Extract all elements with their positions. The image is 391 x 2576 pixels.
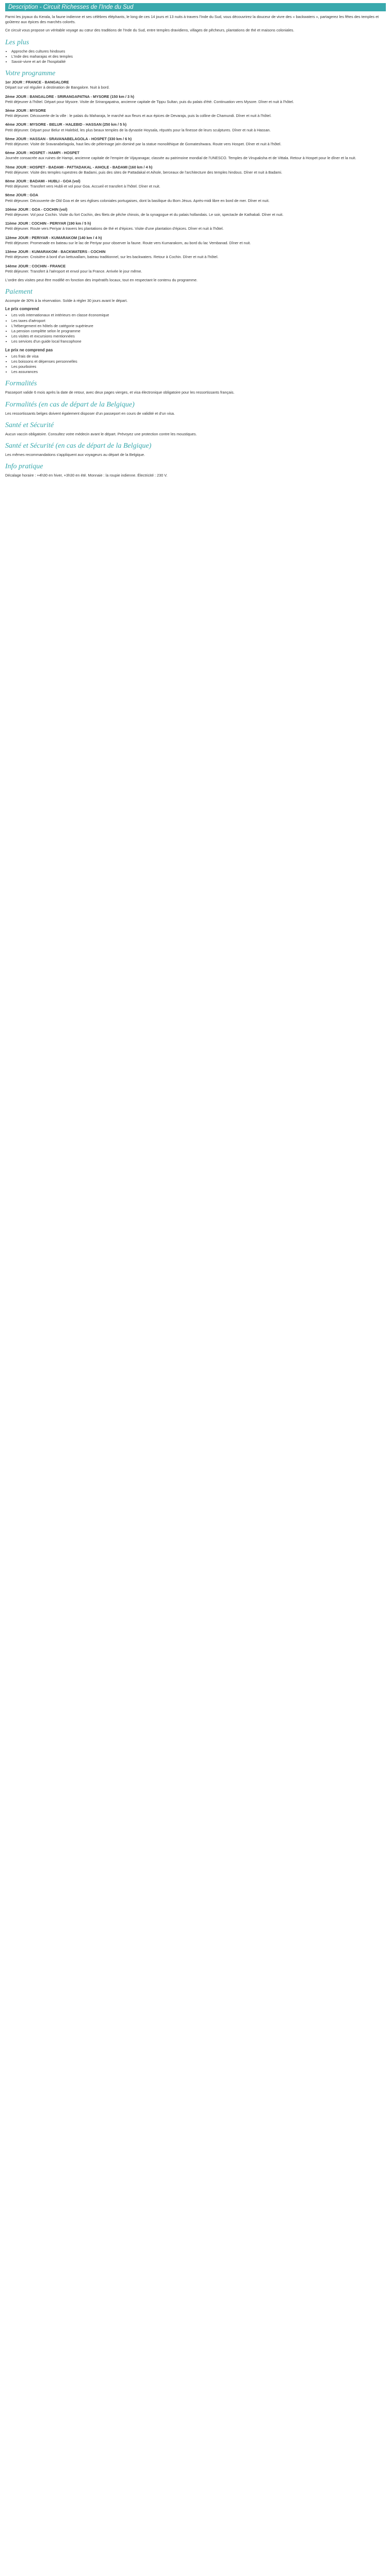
health-belgium-text: Les mêmes recommandations s'appliquent aux voyageurs au départ de la Belgique. (5, 452, 145, 457)
page (0, 0, 391, 486)
highlight-item: • Approche des cultures hindoues (11, 49, 386, 54)
program-day (5, 165, 386, 175)
program-title: Votre programme (5, 70, 56, 78)
program-day (5, 80, 386, 90)
included-list (5, 313, 386, 344)
program-day-title: 1er JOUR : FRANCE - BANGALORE (5, 80, 69, 85)
payment-text: Acompte de 30% à la réservation. Solde à régler 30 jours avant le départ. (5, 298, 128, 303)
program-day-description: Petit déjeuner. Découverte de la ville : le palais du Maharaja, le marché aux fleurs et aux épices de Devaraja, puis la colline de Chamundi. Dîner et nuit à l'hôtel. (5, 113, 272, 118)
list-item: • La pension complète selon le programme (11, 329, 386, 334)
program-day (5, 249, 386, 260)
program-day-title: 14ème JOUR : COCHIN - FRANCE (5, 263, 66, 268)
program-day-description: Petit déjeuner. Transfert vers Hubli et vol pour Goa. Accueil et transfert à l'hôtel. Dîner et nuit. (5, 184, 160, 189)
program-day-description: Journée consacrée aux ruines de Hampi, ancienne capitale de l'empire de Vijayanagar, classée au patrimoine mondial de l'UNESCO. Temples de Virupaksha et de Vittala. Retour à Hospet pour le dîner et la nuit. (5, 156, 356, 161)
info-title: Info pratique (5, 463, 43, 471)
program-day-description: Petit déjeuner. Visite de Sravanabelagola, haut lieu de pèlerinage jaïn dominé par la statue monolithique de Gomateshwara. Route vers Hospet. Dîner et nuit à l'hôtel. (5, 142, 282, 147)
program-day-description: Petit déjeuner. Vol pour Cochin. Visite du fort Cochin, des filets de pêche chinois, de la synagogue et du palais hollandais. Le soir, spectacle de Kathakali. Dîner et nuit. (5, 212, 284, 217)
list-item: • Les boissons et dépenses personnelles (11, 359, 386, 364)
program-day (5, 193, 386, 203)
program-day-title: 13ème JOUR : KUMARAKOM - BACKWATERS - COCHIN (5, 249, 106, 255)
intro-paragraph: Parmi les joyaux du Kerala, la faune indienne et ses célèbres éléphants, le long de ces 14 jours et 13 nuits à travers l'Inde du Sud, vous découvrirez la douceur de vivre des « backwaters », partagerez les fêtes des temples et goûterez aux épices des marchés colorés. (5, 14, 379, 25)
program-day-description: Petit déjeuner. Transfert à l'aéroport et envol pour la France. Arrivée le jour même. (5, 268, 142, 274)
excluded-list (5, 354, 386, 375)
formalities-title: Formalités (5, 380, 37, 388)
program-day-description: Petit déjeuner. Départ pour Belur et Halebid, les plus beaux temples de la dynastie Hoysala, réputés pour la finesse de leurs sculptures. Dîner et nuit à Hassan. (5, 127, 271, 132)
program-day (5, 207, 386, 217)
program-day-description: Petit déjeuner. Visite des temples rupestres de Badami, puis des sites de Pattadakal et Aihole, berceaux de l'architecture des temples hindous. Dîner et nuit à Badami. (5, 170, 283, 175)
program-day (5, 235, 386, 246)
program-day (5, 179, 386, 189)
highlights-list (5, 49, 386, 65)
program-day-description: Petit déjeuner. Croisière à bord d'un kettuvallam, bateau traditionnel, sur les backwaters. Retour à Cochin. Dîner et nuit à l'hôtel. (5, 255, 219, 260)
page-banner: Description - Circuit Richesses de l'Inde du Sud (5, 3, 386, 11)
program-day (5, 94, 386, 105)
formalities-belgium-text: Les ressortissants belges doivent également disposer d'un passeport en cours de validité et d'un visa. (5, 411, 175, 416)
list-item: • Les frais de visa (11, 354, 386, 359)
program-day-title: 3ème JOUR : MYSORE (5, 108, 46, 113)
excluded-title: Le prix ne comprend pas (5, 347, 53, 352)
program-day-title: 6ème JOUR : HOSPET - HAMPI - HOSPET (5, 150, 79, 156)
highlight-item: • Savoir-vivre et art de l'hospitalité (11, 59, 386, 64)
program-day-title: 2ème JOUR : BANGALORE - SRIRANGAPATNA - MYSORE (150 km / 3 h) (5, 94, 135, 99)
list-item: • Les taxes d'aéroport (11, 318, 386, 324)
payment-title: Paiement (5, 288, 32, 296)
list-item: • Les assurances (11, 369, 386, 375)
program-day-description: Petit déjeuner à l'hôtel. Départ pour Mysore. Visite de Srirangapatna, ancienne capitale de Tippu Sultan, puis du palais d'été. Continuation vers Mysore. Dîner et nuit à l'hôtel. (5, 99, 294, 104)
included-title: Le prix comprend (5, 307, 39, 312)
program-day (5, 108, 386, 118)
intro-paragraph: Ce circuit vous propose un véritable voyage au cœur des traditions de l'Inde du Sud, entre temples dravidiens, villages de pêcheurs, plantations de thé et maisons coloniales. (5, 28, 295, 33)
list-item: • L'hébergement en hôtels de catégorie supérieure (11, 324, 386, 329)
list-item: • Les services d'un guide local francophone (11, 339, 386, 344)
program-day (5, 221, 386, 231)
program-day-title: 5ème JOUR : HASSAN - SRAVANABELAGOLA - HOSPET (330 km / 6 h) (5, 136, 132, 141)
highlights-title: Les plus (5, 38, 29, 46)
program-day-title: 9ème JOUR : GOA (5, 193, 39, 198)
formalities-belgium-title: Formalités (en cas de départ de la Belgique) (5, 400, 135, 409)
health-belgium-title: Santé et Sécurité (en cas de départ de la Belgique) (5, 442, 152, 450)
program-days (5, 80, 386, 274)
info-text: Décalage horaire : +4h30 en hiver, +3h30 en été. Monnaie : la roupie indienne. Électricité : 230 V. (5, 473, 168, 478)
program-day-description: Départ sur vol régulier à destination de Bangalore. Nuit à bord. (5, 85, 110, 90)
program-day-title: 8ème JOUR : BADAMI - HUBLI - GOA (vol) (5, 179, 80, 184)
highlight-item: • L'Inde des maharajas et des temples (11, 54, 386, 59)
program-day-title: 11ème JOUR : COCHIN - PERIYAR (190 km / 5 h) (5, 221, 91, 226)
program-note: L'ordre des visites peut être modifié en fonction des impératifs locaux, tout en respectant le contenu du programme. (5, 277, 198, 282)
program-day-title: 12ème JOUR : PERIYAR - KUMARAKOM (140 km / 4 h) (5, 235, 102, 240)
program-day-description: Petit déjeuner. Route vers Periyar à travers les plantations de thé et d'épices. Visite d'une plantation d'épices. Dîner et nuit à l'hôtel. (5, 226, 224, 231)
health-title: Santé et Sécurité (5, 421, 54, 429)
list-item: • Les vols internationaux et intérieurs en classe économique (11, 313, 386, 318)
program-day (5, 137, 386, 147)
program-day (5, 150, 386, 161)
program-day-title: 10ème JOUR : GOA - COCHIN (vol) (5, 207, 68, 212)
list-item: • Les pourboires (11, 364, 386, 369)
health-text: Aucun vaccin obligatoire. Consultez votre médecin avant le départ. Prévoyez une protection contre les moustiques. (5, 431, 197, 436)
program-day (5, 264, 386, 274)
program-day-title: 4ème JOUR : MYSORE - BELUR - HALEBID - HASSAN (250 km / 5 h) (5, 122, 127, 127)
program-day-description: Petit déjeuner. Promenade en bateau sur le lac de Periyar pour observer la faune. Route vers Kumarakom, au bord du lac Vembanad. Dîner et nuit. (5, 240, 251, 245)
program-day (5, 122, 386, 132)
program-day-title: 7ème JOUR : HOSPET - BADAMI - PATTADAKAL - AIHOLE - BADAMI (160 km / 4 h) (5, 164, 153, 170)
intro-section (5, 14, 386, 33)
formalities-text: Passeport valide 6 mois après la date de retour, avec deux pages vierges, et visa électronique obligatoire pour les ressortissants français. (5, 390, 235, 395)
list-item: • Les visites et excursions mentionnées (11, 334, 386, 339)
program-day-description: Petit déjeuner. Découverte de Old Goa et de ses églises coloniales portugaises, dont la basilique du Bom Jésus. Après-midi libre en bord de mer. Dîner et nuit. (5, 198, 270, 203)
